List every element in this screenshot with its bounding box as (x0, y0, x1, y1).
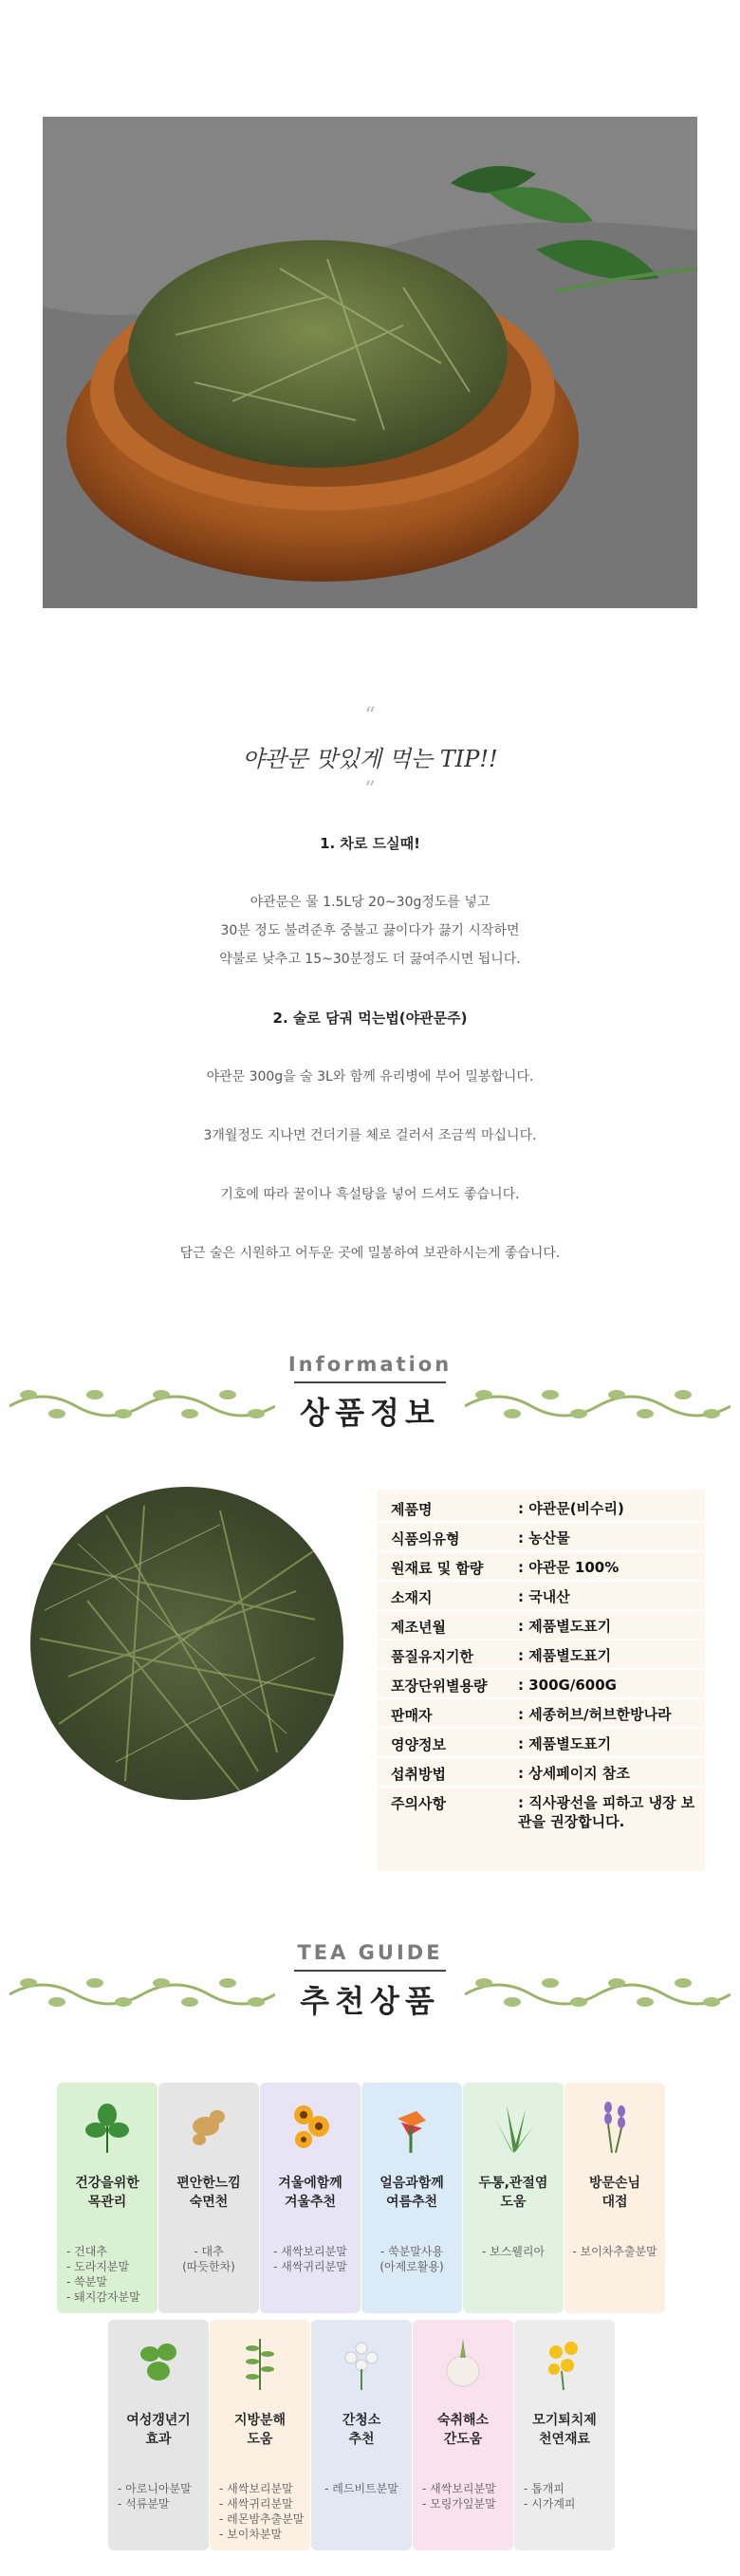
vine-ornament-right (465, 1966, 731, 2010)
info-value: : 300G/600G (518, 1677, 617, 1694)
info-key: 제품명 (391, 1501, 433, 1518)
info-row-divider (378, 1609, 705, 1611)
info-value: : 제품별도표기 (518, 1735, 612, 1752)
tip-section1-heading: 1. 차로 드실때! (320, 835, 420, 852)
tea-guide-card-title: 편안한느낌 숙면천 (176, 2176, 241, 2210)
info-row-divider (378, 1521, 705, 1523)
info-key: 품질유지기한 (391, 1648, 473, 1665)
vine-ornament-left (9, 1966, 275, 2010)
tea-guide-card-items: - 쑥분말사용 (아제로활용) (379, 2245, 444, 2273)
tea-guide-card-items: - 레드비트분말 (324, 2482, 398, 2495)
open-quote: “ (364, 704, 376, 728)
hero-product-photo (43, 117, 697, 608)
info-key: 소재지 (391, 1589, 433, 1606)
tea-guide-card-items: - 새싹보리분말 - 모링가잎분말 (422, 2482, 496, 2511)
bird-of-paradise-icon (388, 2098, 435, 2155)
info-row-divider (378, 1639, 705, 1640)
info-row-divider (378, 1697, 705, 1699)
tea-guide-card[interactable] (564, 2083, 665, 2313)
info-value: : 제품별도표기 (518, 1647, 612, 1664)
tip-section2-paragraph: 3개월정도 지나면 건더기를 체로 걸러서 조금씩 마십니다. (203, 1128, 537, 1143)
tea-guide-card[interactable] (158, 2083, 259, 2313)
tea-guide-card-title: 여성갱년기 효과 (126, 2413, 191, 2447)
herb-leaves-icon (135, 2335, 182, 2392)
garlic-icon (439, 2335, 487, 2392)
sunflower-icon (287, 2098, 334, 2155)
info-section-label-en: Information (287, 1353, 453, 1376)
info-value: : 야관문 100% (518, 1559, 620, 1576)
tea-guide-card[interactable] (361, 2083, 462, 2313)
info-value: : 제품별도표기 (518, 1618, 612, 1635)
info-value: : 세종허브/허브한방나라 (518, 1706, 672, 1723)
tea-guide-card-items: - 건대추 - 도라지분말 - 쑥분말 - 돼지감자분말 (66, 2245, 140, 2304)
info-value: : 농산물 (518, 1529, 570, 1547)
info-section-label-ko: 상품정보 (300, 1395, 440, 1431)
dried-herb-photo (30, 1487, 343, 1800)
tip-section2-heading: 2. 술로 담궈 먹는법(야관문주) (272, 1010, 468, 1027)
tea-guide-card-title: 건강을위한 목관리 (75, 2176, 139, 2210)
info-key: 식품의유형 (391, 1530, 460, 1547)
info-key: 원재료 및 함량 (391, 1560, 484, 1577)
tip-section2-paragraph: 담근 술은 시원하고 어두운 곳에 밀봉하여 보관하시는게 좋습니다. (179, 1246, 561, 1261)
mint-icon (83, 2098, 131, 2155)
info-key: 제조년월 (391, 1619, 446, 1636)
info-key: 주의사항 (391, 1795, 446, 1812)
tea-guide-card[interactable] (210, 2320, 310, 2550)
tea-guide-card-items: - 새싹보리분말 - 새싹귀리분말 (273, 2245, 347, 2273)
tea-guide-card-items: - 대추 (따듯한차) (182, 2245, 235, 2273)
tea-guide-card-title: 방문손님 대접 (588, 2176, 641, 2210)
tea-guide-card[interactable] (514, 2320, 615, 2550)
guide-section-label-en: TEA GUIDE (297, 1941, 443, 1964)
tea-guide-card[interactable] (463, 2083, 564, 2313)
tea-guide-card-items: - 보스웰리아 (481, 2245, 546, 2258)
tea-guide-card-title: 모기퇴치제 천연재료 (532, 2413, 597, 2447)
product-info-table (378, 1490, 705, 1871)
info-value: : 국내산 (518, 1588, 570, 1605)
tip-title: 야관문 맛있게 먹는 TIP!! (242, 746, 498, 772)
ginger-icon (185, 2098, 232, 2155)
info-key: 포장단위별용량 (391, 1677, 488, 1695)
tea-guide-card-items: - 톱개피 - 시가계피 (524, 2482, 576, 2511)
tea-guide-card[interactable] (413, 2320, 513, 2550)
tip-section1-line: 30분 정도 불려준후 중불고 끓이다가 끓기 시작하면 (220, 923, 520, 938)
tea-guide-card[interactable] (311, 2320, 412, 2550)
lavender-icon (591, 2098, 638, 2155)
tea-guide-card[interactable] (108, 2320, 209, 2550)
tea-guide-card-items: - 보이차추출분말 (572, 2245, 657, 2258)
info-key: 섭취방법 (391, 1766, 446, 1783)
tea-guide-card-title: 간청소 추천 (342, 2413, 381, 2447)
tea-guide-card[interactable] (260, 2083, 361, 2313)
close-quote: ” (364, 778, 376, 802)
tea-guide-card[interactable] (57, 2083, 157, 2313)
tip-section2-paragraph: 야관문 300g을 술 3L와 함께 유리병에 부어 밀봉합니다. (206, 1069, 534, 1084)
guide-section-label-ko: 추천상품 (300, 1983, 440, 2019)
yellow-flower-icon (541, 2335, 588, 2392)
info-row-divider (378, 1550, 705, 1552)
aloe-icon (490, 2098, 537, 2155)
info-row-divider (378, 1727, 705, 1729)
tea-guide-card-items: - 새싹보리분말 - 새싹귀리분말 - 레몬밤추출분말 - 보이차분말 (219, 2482, 305, 2541)
tea-guide-card-title: 지방분해 도움 (233, 2413, 287, 2447)
tip-section1-line: 야관문은 물 1.5L당 20~30g정도를 넣고 (250, 895, 490, 910)
guide-section-divider (294, 1970, 446, 1972)
white-flower-icon (338, 2335, 385, 2392)
tea-guide-card-items: - 아로니아분말 - 석류분말 (118, 2482, 192, 2511)
info-value: : 야관문(비수리) (518, 1500, 624, 1517)
info-row-divider (378, 1580, 705, 1582)
info-section-divider (294, 1381, 446, 1383)
info-row-divider (378, 1668, 705, 1670)
vine-ornament-left (9, 1378, 275, 1421)
vine-ornament-right (465, 1378, 731, 1421)
tea-guide-card-title: 숙취해소 간도움 (436, 2413, 490, 2447)
tea-guide-card-title: 겨울에함께 겨울추천 (278, 2176, 342, 2210)
info-key: 영양정보 (391, 1736, 446, 1753)
sprig-icon (236, 2335, 284, 2392)
tea-guide-card-title: 두통,관절염 도움 (478, 2176, 548, 2210)
tea-guide-card-title: 얼음과함께 여름추천 (379, 2176, 444, 2210)
info-row-divider (378, 1756, 705, 1758)
info-row-divider (378, 1786, 705, 1788)
info-key: 판매자 (391, 1707, 433, 1724)
info-value: : 직사광선을 피하고 냉장 보관을 권장합니다. (518, 1794, 695, 1830)
info-value: : 상세페이지 참조 (518, 1765, 630, 1782)
tip-section2-paragraph: 기호에 따라 꿀이나 흑설탕을 넣어 드셔도 좋습니다. (220, 1187, 520, 1202)
tip-section1-line: 약불로 낮추고 15~30분정도 더 끓여주시면 됩니다. (219, 952, 521, 967)
